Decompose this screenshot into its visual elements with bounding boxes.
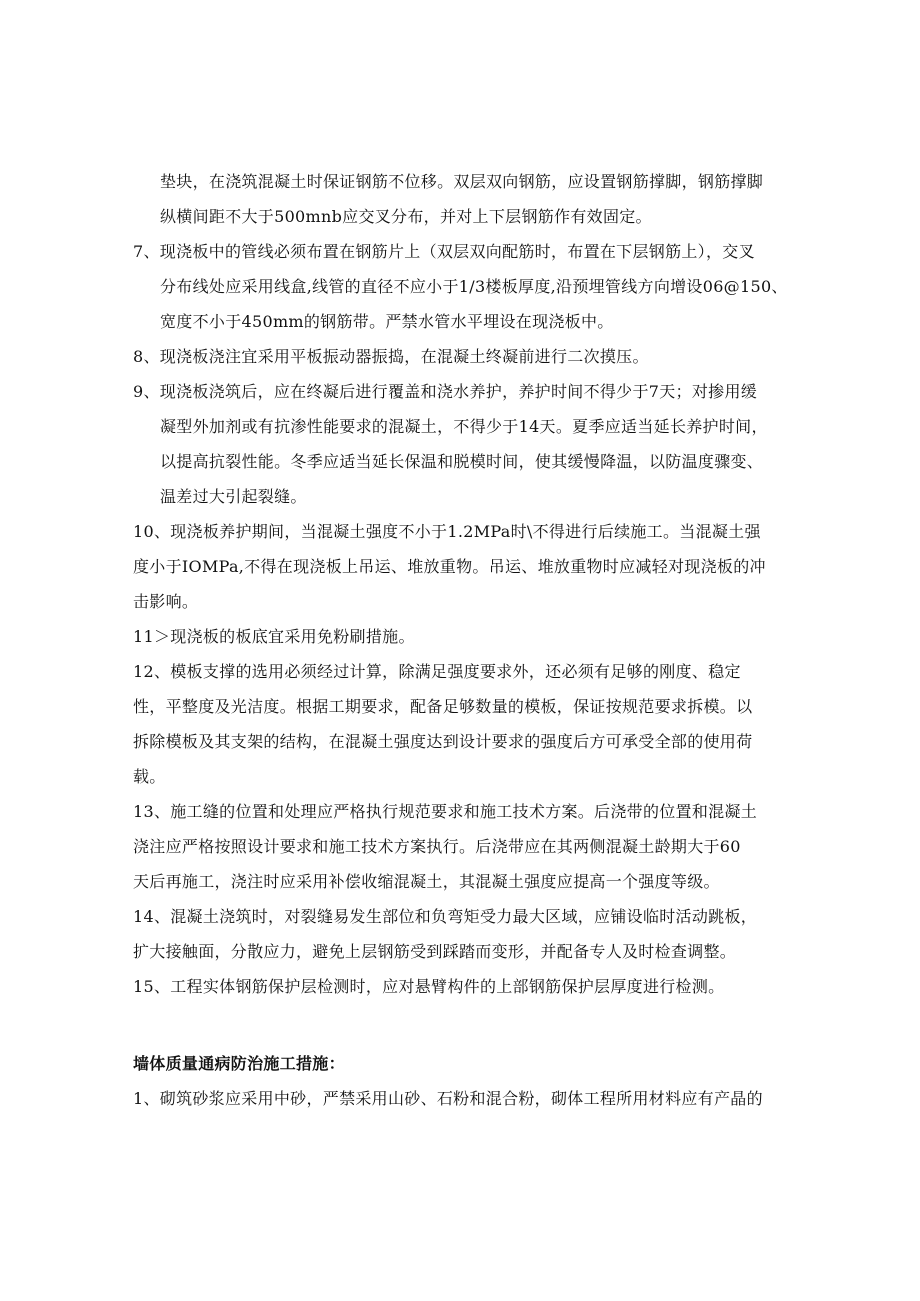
list-item-10: 10、现浇板养护期间，当混凝土强度不小于1.2MPa时\不得进行后续施工。当混凝土强	[133, 522, 761, 541]
section-heading: 墙体质量通病防治施工措施：	[133, 1054, 345, 1073]
list-item-13: 13、施工缝的位置和处理应严格执行规范要求和施工技术方案。后浇带的位置和混凝土	[133, 802, 758, 821]
text-line: 纵横间距不大于500mnb应交叉分布，并对上下层钢筋作有效固定。	[160, 207, 652, 226]
list-item-12: 12、模板支撑的选用必须经过计算，除满足强度要求外，还必须有足够的刚度、稳定	[133, 662, 741, 681]
text-line: 以提高抗裂性能。冬季应适当延长保温和脱模时间，使其缓慢降温，以防温度骤变、	[160, 452, 764, 471]
text-line: 温差过大引起裂缝。	[160, 487, 307, 506]
text-line: 垫块，在浇筑混凝土时保证钢筋不位移。双层双向钢筋，应设置钢筋撑脚，钢筋撑脚	[160, 172, 764, 191]
list-item-11: 11＞现浇板的板底宜采用免粉刷措施。	[133, 627, 415, 646]
text-line: 性，平整度及光洁度。根据工期要求，配备足够数量的模板，保证按规范要求拆模。以	[133, 697, 753, 716]
text-line: 拆除模板及其支架的结构，在混凝土强度达到设计要求的强度后方可承受全部的使用荷	[133, 732, 753, 751]
text-line: 度小于IOMPa,不得在现浇板上吊运、堆放重物。吊运、堆放重物时应减轻对现浇板的冲	[133, 557, 766, 576]
text-line: 浇注应严格按照设计要求和施工技术方案执行。后浇带应在其两侧混凝土龄期大于60	[133, 837, 741, 856]
text-line: 凝型外加剂或有抗渗性能要求的混凝土，不得少于14天。夏季应适当延长养护时间，	[160, 417, 768, 436]
list-item-9: 9、现浇板浇筑后，应在终凝后进行覆盖和浇水养护，养护时间不得少于7天；对掺用缓	[133, 382, 758, 401]
text-line: 扩大接触面，分散应力，避免上层钢筋受到踩踏而变形，并配备专人及时检查调整。	[133, 942, 737, 961]
list-item-1: 1、砌筑砂浆应采用中砂，严禁采用山砂、石粉和混合粉，砌体工程所用材料应有产晶的	[133, 1089, 763, 1108]
list-item-15: 15、工程实体钢筋保护层检测时，应对悬臂构件的上部钢筋保护层厚度进行检测。	[133, 977, 725, 996]
text-line: 分布线处应采用线盒,线管的直径不应小于1/3楼板厚度,沿预埋管线方向增设06@150、	[160, 277, 788, 296]
list-item-7: 7、现浇板中的管线必须布置在钢筋片上（双层双向配筋时，布置在下层钢筋上），交叉	[133, 242, 755, 261]
text-line: 载。	[133, 767, 166, 786]
text-line: 击影响。	[133, 592, 199, 611]
text-line: 宽度不小于450mm的钢筋带。严禁水管水平埋设在现浇板中。	[160, 312, 614, 331]
list-item-8: 8、现浇板浇注宜采用平板振动器振捣，在混凝土终凝前进行二次摸压。	[133, 347, 649, 366]
list-item-14: 14、混凝土浇筑时，对裂缝易发生部位和负弯矩受力最大区域，应铺设临时活动跳板，	[133, 907, 758, 926]
text-line: 天后再施工，浇注时应采用补偿收缩混凝土，其混凝土强度应提高一个强度等级。	[133, 872, 720, 891]
